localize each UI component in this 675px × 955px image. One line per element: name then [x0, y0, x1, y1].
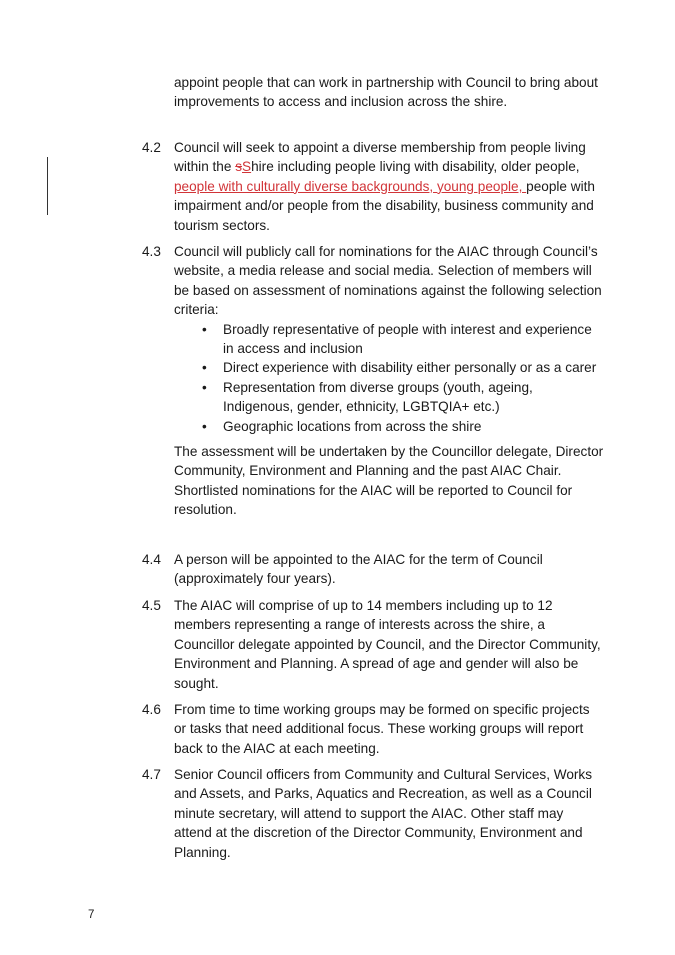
section-number: 4.5	[142, 598, 161, 613]
section-4-7	[142, 765, 604, 862]
section-number: 4.7	[142, 767, 161, 782]
section-text: A person will be appointed to the AIAC for the term of Council (approximately four years).	[174, 552, 543, 587]
section-4-4	[142, 550, 604, 589]
intro-continuation: appoint people that can work in partnership with Council to bring about improvements to access and inclusion across the shire.	[174, 75, 598, 110]
section-4-5	[142, 596, 604, 693]
list-item: • Direct experience with disability either personally or as a carer	[174, 358, 604, 377]
bullet-icon: •	[202, 321, 207, 337]
section-text: From time to time working groups may be formed on specific projects or tasks that need additional focus. These working groups will report back to the AIAC at each meeting.	[174, 702, 590, 756]
section-number: 4.4	[142, 552, 161, 567]
section-4-6	[142, 700, 604, 758]
bullet-icon: •	[202, 360, 207, 376]
section-4-3	[142, 242, 604, 520]
section-followup-text: The assessment will be undertaken by the Councillor delegate, Director Community, Environment and Planning and the past AIAC Chair. Shortlisted nominations for the AIAC will be reported to Council for resolution.	[174, 444, 604, 518]
section-number: 4.6	[142, 702, 161, 717]
tracked-insertion-char: S	[242, 159, 252, 175]
bullet-icon: •	[202, 418, 207, 434]
tracked-insertion: people with culturally diverse backgrounds, young people,	[174, 178, 527, 194]
list-item: • Representation from diverse groups (youth, ageing, Indigenous, gender, ethnicity, LGBTQIA+ etc.)	[202, 379, 533, 415]
tracked-deletion: s	[235, 159, 243, 175]
list-item: • Geographic locations from across the shire	[174, 417, 604, 436]
page-number: 7	[88, 909, 95, 921]
section-text: Council will publicly call for nominations for the AIAC through Council’s website, a media release and social media. Selection of members will be based on assessment of nominations against the following selection criteria:	[174, 244, 602, 318]
section-number: 4.3	[142, 244, 161, 259]
section-number: 4.2	[142, 140, 161, 155]
section-text: Senior Council officers from Community and Cultural Services, Works and Assets, and Parks, Aquatics and Recreation, as well as a Council minute secretary, will attend to support the AIAC. Other staff may attend at the discretion of the Director Community, Environment and Planning.	[174, 767, 593, 860]
selection-criteria-list	[174, 320, 604, 436]
section-text: The AIAC will comprise of up to 14 members including up to 12 members representing a range of interests across the shire, a Councillor delegate appointed by Council, and the Director Community, Environment and Planning. A spread of age and gender will also be sought.	[174, 598, 601, 691]
section-text: Council will seek to appoint a diverse membership from people living within the sShire including people living with disability, older people, people with culturally diverse backgrounds, young people, people with impairment and/or people from the disability, business community and tourism sectors.	[174, 140, 595, 233]
list-item: • Broadly representative of people with interest and experience in access and inclusion	[202, 321, 592, 357]
section-4-2	[142, 138, 604, 235]
revision-change-bar	[47, 157, 48, 215]
bullet-icon: •	[202, 379, 207, 395]
